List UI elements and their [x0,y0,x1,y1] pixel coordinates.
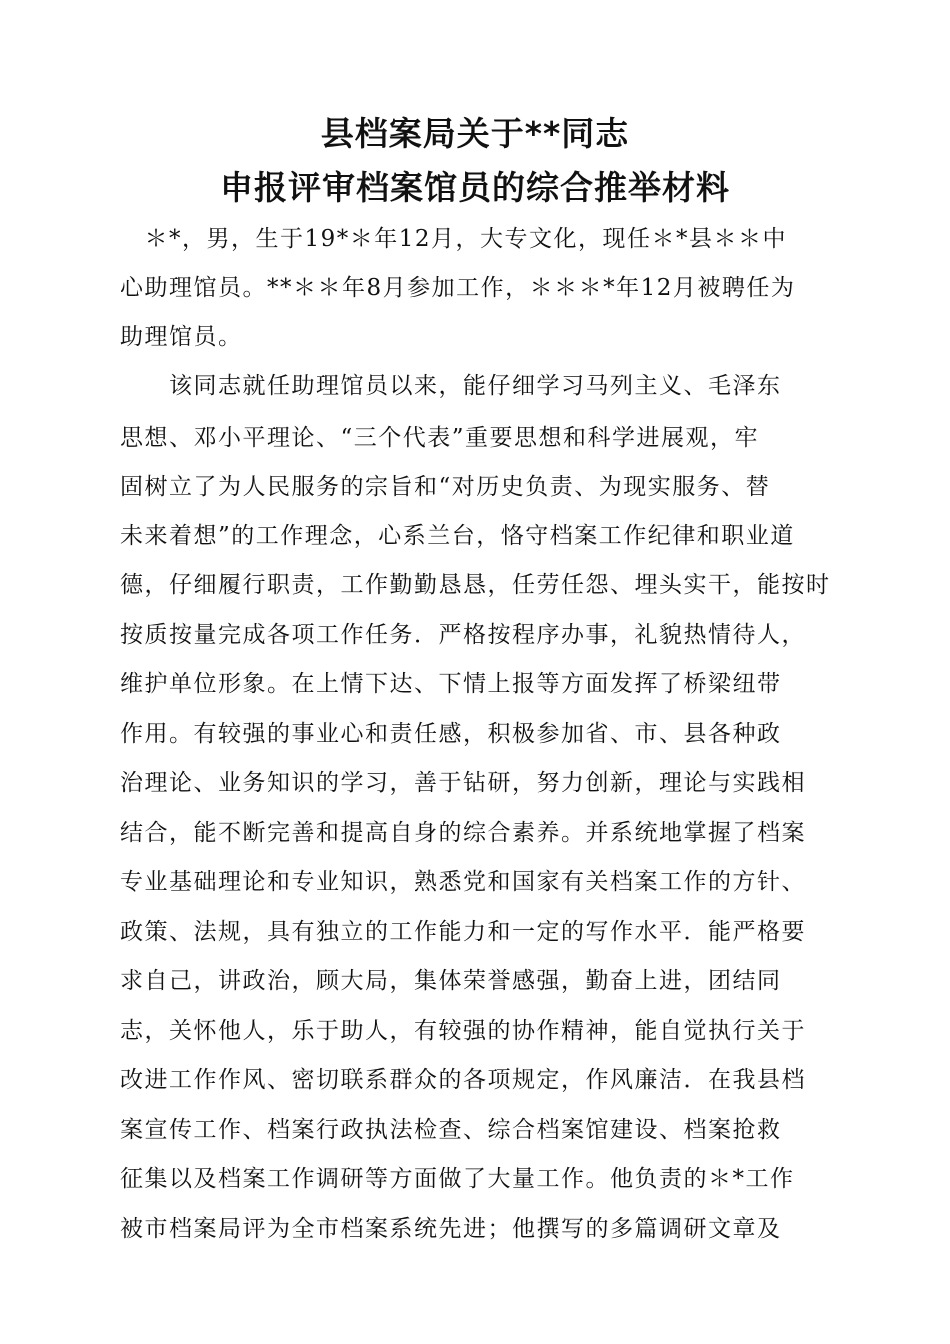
body-line: 案宣传工作、档案行政执法检查、综合档案馆建设、档案抢救 [120,1117,782,1143]
body-line: 作用。有较强的事业心和责任感，积极参加省、市、县各种政 [120,721,782,747]
body-line: 求自己，讲政治，顾大局，集体荣誉感强，勤奋上进，团结同 [120,968,782,994]
body-line: 志，关怀他人，乐于助人，有较强的协作精神，能自觉执行关于 [120,1018,806,1044]
body-line: 心助理馆员。**＊＊年8月参加工作，＊＊＊*年12月被聘任为 [120,275,796,301]
body-line: 征集以及档案工作调研等方面做了大量工作。他负责的＊*工作 [120,1166,795,1192]
body-line: 德，仔细履行职责，工作勤勤恳恳，任劳任怨、埋头实干，能按时 [120,572,831,598]
document-title-line-1: 县档案局关于**同志 [320,114,630,153]
document-title-line-2: 申报评审档案馆员的综合推举材料 [220,168,730,207]
body-line: 助理馆员。 [120,324,243,350]
body-line: 未来着想”的工作理念，心系兰台，恪守档案工作纪律和职业道 [120,523,795,549]
body-line: 维护单位形象。在上情下达、下情上报等方面发挥了桥梁纽带 [120,671,782,697]
body-line: 思想、邓小平理论、“三个代表”重要思想和科学进展观，牢 [120,425,760,451]
body-line: 治理论、业务知识的学习，善于钻研，努力创新，理论与实践相 [120,770,806,796]
body-line: 结合，能不断完善和提高自身的综合素养。并系统地掌握了档案 [120,820,806,846]
body-line: ＊*，男，生于19*＊年12月，大专文化，现任＊*县＊＊中 [120,226,788,252]
body-line: 固树立了为人民服务的宗旨和“对历史负责、为现实服务、替 [120,474,771,500]
body-line: 该同志就任助理馆员以来，能仔细学习马列主义、毛泽东 [120,373,782,399]
body-line: 按质按量完成各项工作任务．严格按程序办事，礼貌热情待人， [120,622,806,648]
body-line: 改进工作作风、密切联系群众的各项规定，作风廉洁．在我县档 [120,1067,806,1093]
body-line: 专业基础理论和专业知识，熟悉党和国家有关档案工作的方针、 [120,869,806,895]
body-line: 政策、法规，具有独立的工作能力和一定的写作水平．能严格要 [120,919,806,945]
body-line: 被市档案局评为全市档案系统先进；他撰写的多篇调研文章及 [120,1216,782,1242]
